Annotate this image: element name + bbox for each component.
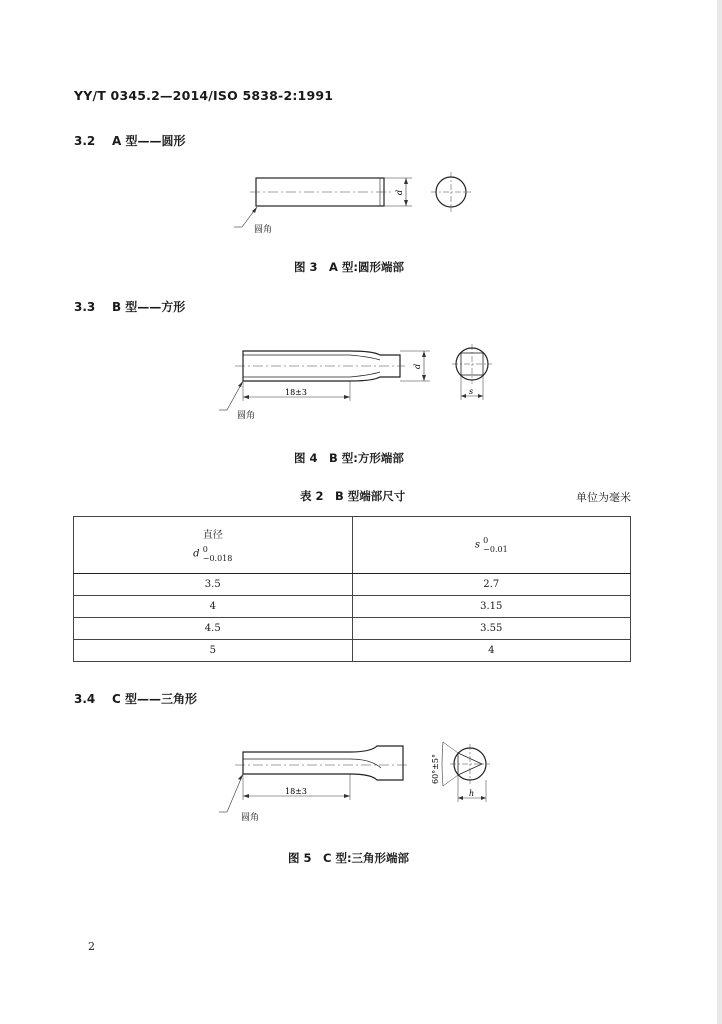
arrowhead <box>243 395 249 399</box>
dim-length-label: 18±3 <box>285 787 307 796</box>
cell-d: 4.5 <box>74 618 353 640</box>
figure-4-caption: 图 4 B 型:方形端部 <box>294 451 404 465</box>
section-title: C 型——三角形 <box>111 692 197 706</box>
table-2-caption: 表 2 B 型端部尺寸 <box>300 489 406 503</box>
arrowhead <box>404 200 408 206</box>
header-diameter <box>74 517 353 574</box>
header-s-tol-upper: 0 <box>483 536 489 545</box>
arrowhead <box>404 178 408 184</box>
dim-length-label: 18±3 <box>285 388 307 397</box>
callout-round-corner: 圆角 <box>254 225 273 235</box>
angle-extension <box>443 775 458 786</box>
table-header-row <box>74 517 631 574</box>
section-3-3-heading <box>74 298 185 315</box>
page-edge <box>717 0 722 1024</box>
arrowhead <box>238 774 243 780</box>
cell-d: 3.5 <box>74 574 353 596</box>
arrowhead <box>422 375 426 381</box>
arrowhead <box>422 351 426 357</box>
flat-transition <box>350 355 380 360</box>
callout-round-corner: 圆角 <box>241 813 260 823</box>
section-title: B 型——方形 <box>111 300 186 314</box>
arrowhead <box>238 381 243 387</box>
dim-h-label: h <box>469 789 475 798</box>
table-2 <box>73 516 631 662</box>
table-row <box>74 574 631 596</box>
page-number: 2 <box>88 940 95 953</box>
figure-5-caption: 图 5 C 型:三角形端部 <box>288 851 410 865</box>
arrowhead <box>481 796 486 800</box>
arrowhead <box>458 796 463 800</box>
cell-d: 5 <box>74 640 353 662</box>
flat-transition <box>350 372 380 377</box>
angle-dimension-arc <box>442 742 443 786</box>
header-diameter-name: 直径 <box>202 529 223 541</box>
arrowhead <box>344 395 350 399</box>
section-number: 3.3 <box>74 300 96 314</box>
table-unit-note: 单位为毫米 <box>576 491 631 504</box>
header-diameter-tol-upper: 0 <box>202 544 208 554</box>
flat-transition <box>350 759 381 768</box>
cell-s: 4 <box>352 640 631 662</box>
cell-s: 3.15 <box>352 596 631 618</box>
header-diameter-symbol: d <box>193 548 200 560</box>
triangular-tip-side-view <box>243 746 403 780</box>
section-3-4-heading <box>74 690 197 707</box>
dim-d-label: d <box>413 363 422 369</box>
header-s-tol-lower: −0.01 <box>483 545 508 554</box>
section-title: A 型——圆形 <box>111 134 186 148</box>
arrowhead <box>344 794 350 798</box>
table-row <box>74 618 631 640</box>
table-row <box>74 640 631 662</box>
callout-round-corner: 圆角 <box>237 411 256 421</box>
header-s-symbol: s <box>474 539 480 551</box>
angle-extension <box>443 742 458 753</box>
standard-header: YY/T 0345.2—2014/ISO 5838-2:1991 <box>74 88 334 103</box>
dim-s-label: s <box>469 387 474 396</box>
figure-3-caption: 图 3 A 型:圆形端部 <box>294 260 405 274</box>
cell-s: 2.7 <box>352 574 631 596</box>
header-diameter-tol-lower: −0.018 <box>202 553 233 563</box>
arrowhead <box>461 394 466 398</box>
section-number: 3.2 <box>74 134 96 148</box>
table-row <box>74 596 631 618</box>
arrowhead <box>478 394 483 398</box>
section-3-2-heading <box>74 132 185 149</box>
cell-d: 4 <box>74 596 353 618</box>
dim-angle-label: 60°±5° <box>431 754 440 784</box>
arrowhead <box>252 207 257 213</box>
arrowhead <box>243 794 249 798</box>
dim-d-label: d <box>395 189 404 195</box>
cell-s: 3.55 <box>352 618 631 640</box>
section-number: 3.4 <box>74 692 96 706</box>
header-s <box>352 517 631 574</box>
